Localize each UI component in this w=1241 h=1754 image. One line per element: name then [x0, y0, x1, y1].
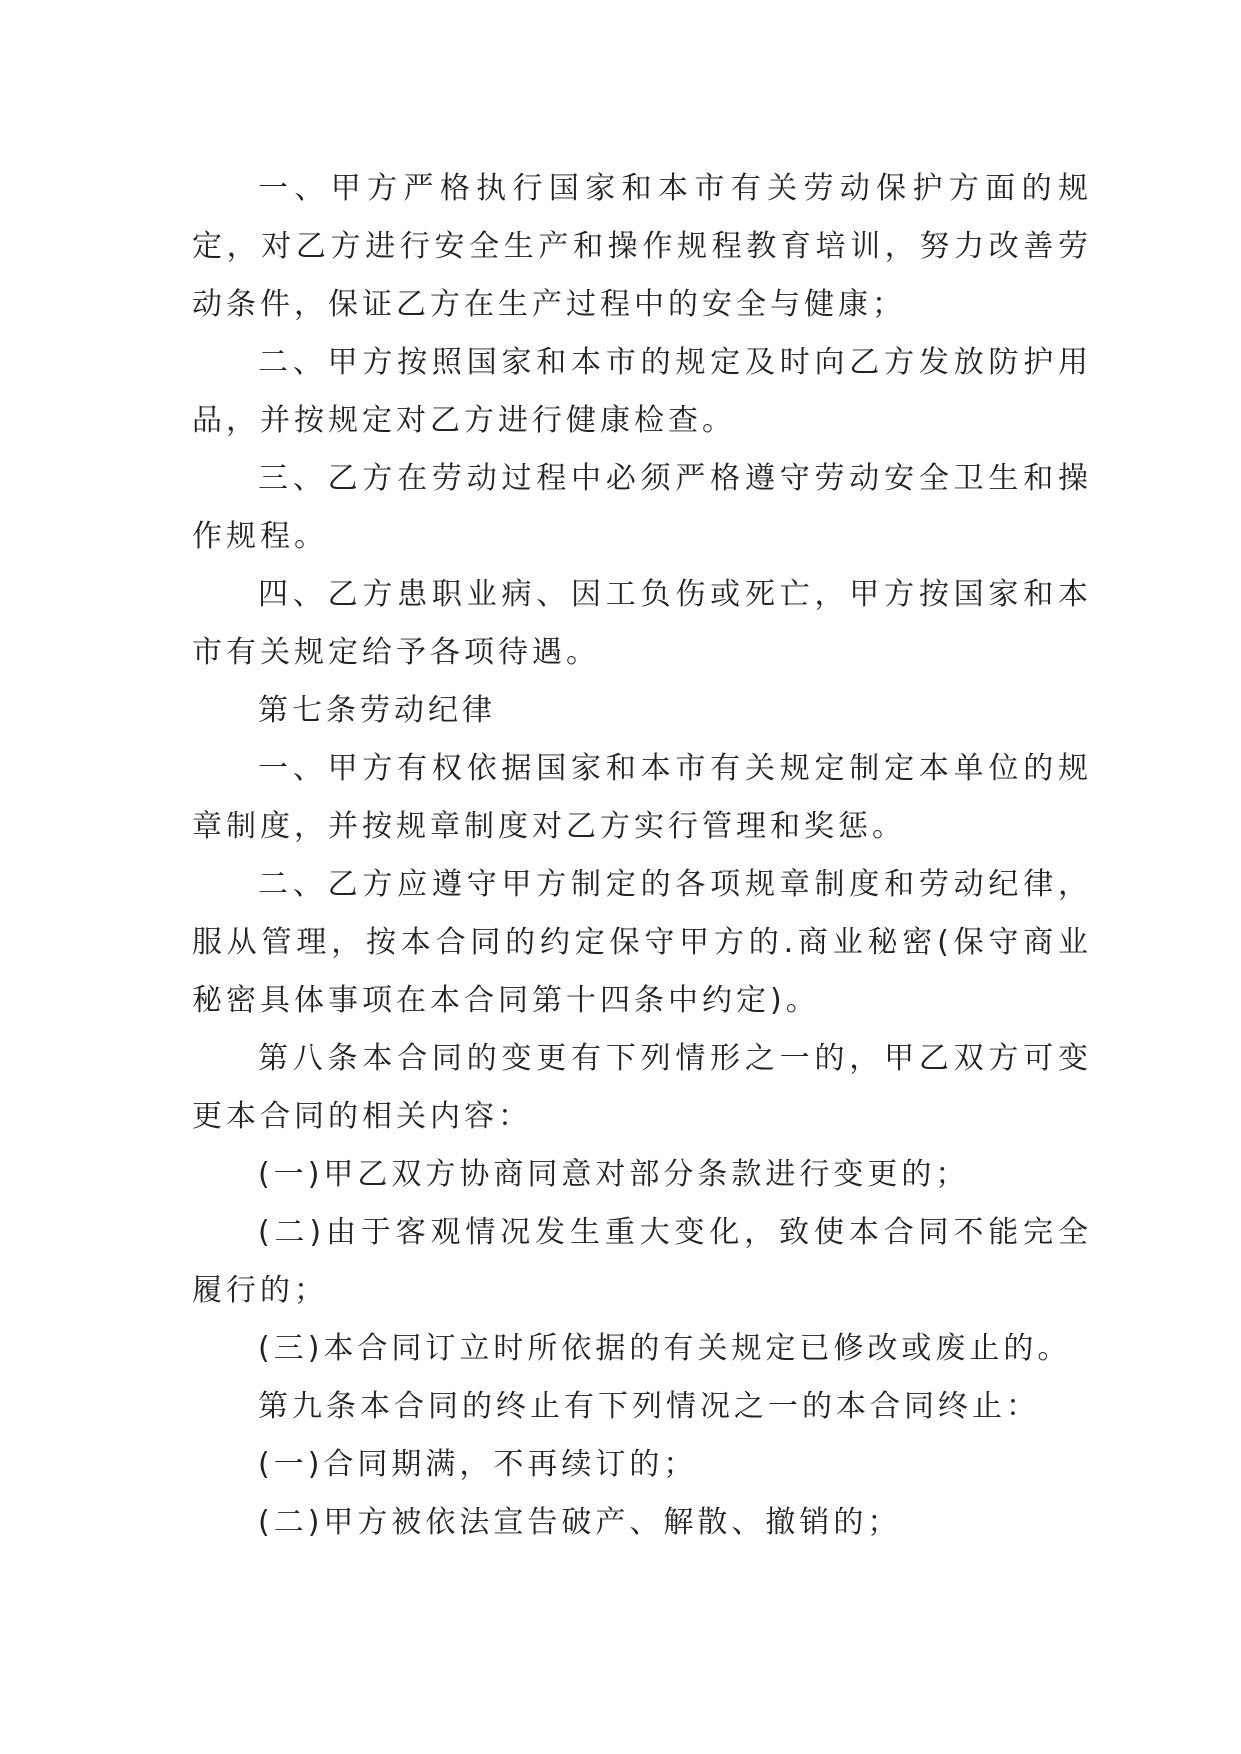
- paragraph-2: 二、甲方按照国家和本市的规定及时向乙方发放防护用品，并按规定对乙方进行健康检查。: [192, 345, 1092, 438]
- paragraph-3: 三、乙方在劳动过程中必须严格遵守劳动安全卫生和操作规程。: [192, 461, 1092, 554]
- paragraph-7: 二、乙方应遵守甲方制定的各项规章制度和劳动纪律，服从管理，按本合同的约定保守甲方的.商业秘密(保守商业秘密具体事项在本合同第十四条中约定)。: [192, 867, 1092, 1018]
- paragraph-4: 四、乙方患职业病、因工负伤或死亡，甲方按国家和本市有关规定给予各项待遇。: [192, 577, 1092, 670]
- paragraph-article-9: 第九条本合同的终止有下列情况之一的本合同终止：: [258, 1389, 1040, 1424]
- document-body: [192, 160, 1092, 1552]
- paragraph-article-8: 第八条本合同的变更有下列情形之一的，甲乙双方可变更本合同的相关内容：: [192, 1041, 1092, 1134]
- list-item-8-2: (二)由于客观情况发生重大变化，致使本合同不能完全履行的；: [192, 1215, 1092, 1308]
- list-item-8-1: (一)甲乙双方协商同意对部分条款进行变更的；: [258, 1157, 970, 1192]
- section-heading-article-7: 第七条劳动纪律: [258, 693, 496, 728]
- paragraph-6: 一、甲方有权依据国家和本市有关规定制定本单位的规章制度，并按规章制度对乙方实行管理和奖惩。: [192, 751, 1092, 844]
- list-item-8-3: (三)本合同订立时所依据的有关规定已修改或废止的。: [258, 1331, 1072, 1366]
- paragraph-1: 一、甲方严格执行国家和本市有关劳动保护方面的规定，对乙方进行安全生产和操作规程教育培训，努力改善劳动条件，保证乙方在生产过程中的安全与健康；: [192, 171, 1092, 322]
- list-item-9-2: (二)甲方被依法宣告破产、解散、撤销的；: [258, 1505, 902, 1540]
- list-item-9-1: (一)合同期满，不再续订的；: [258, 1447, 698, 1482]
